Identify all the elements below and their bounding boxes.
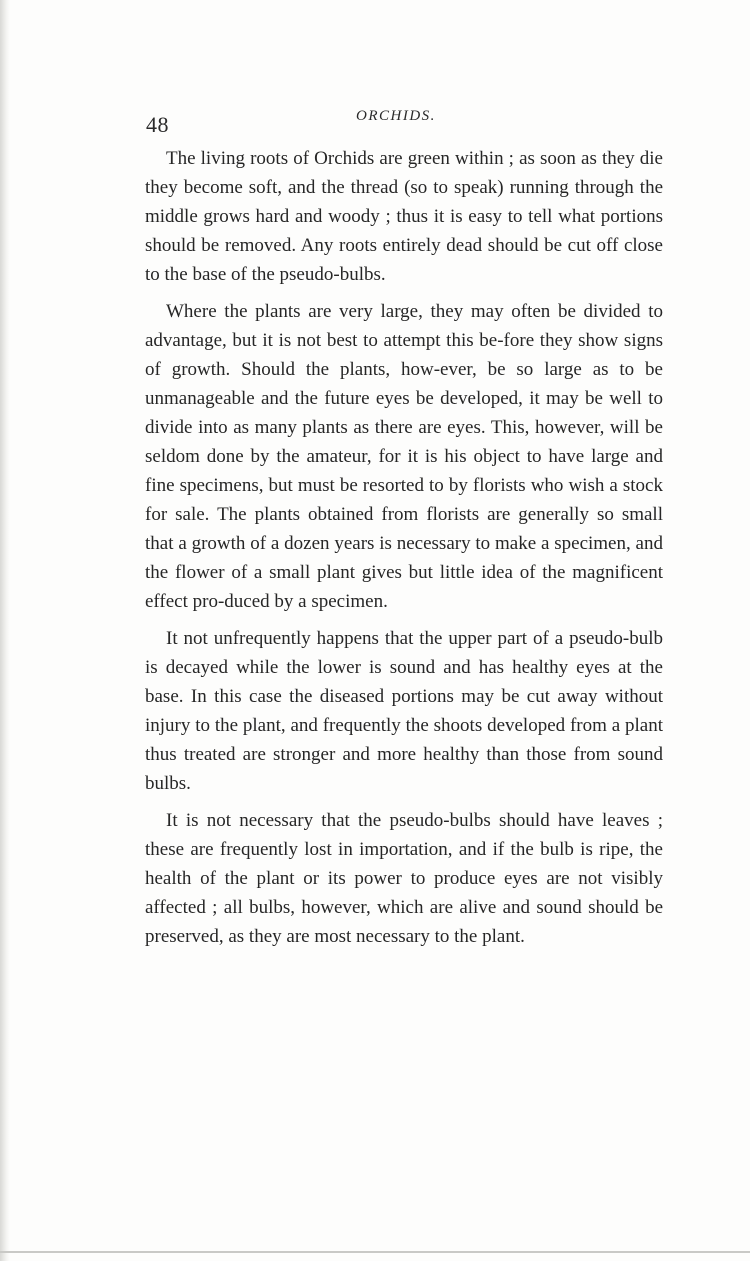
page-number: 48	[146, 112, 169, 137]
body-text	[145, 144, 663, 959]
page-gutter-shadow	[0, 0, 10, 1261]
page-bottom-edge	[0, 1251, 750, 1253]
paragraph: It is not necessary that the pseudo-bulbs should have leaves ; these are frequently lost in importation, and if the bulb is ripe, the health of the plant or its power to produce eyes are not visibly affected ; all bulbs, however, which are alive and sound should be preserved, as they are most necessary to the plant.	[145, 810, 663, 947]
paragraph: It not unfrequently happens that the upper part of a pseudo-bulb is decayed while the lower is sound and has healthy eyes at the base. In this case the diseased portions may be cut away without injury to the plant, and frequently the shoots developed from a plant thus treated are stronger and more healthy than those from sound bulbs.	[145, 628, 663, 794]
paragraph: Where the plants are very large, they may often be divided to advantage, but it is not best to attempt this be-fore they show signs of growth. Should the plants, how-ever, be so large as to be unmanageable and the future eyes be developed, it may be well to divide into as many plants as there are eyes. This, however, will be seldom done by the amateur, for it is his object to have large and fine specimens, but must be resorted to by florists who wish a stock for sale. The plants obtained from florists are generally so small that a growth of a dozen years is necessary to make a specimen, and the flower of a small plant gives but little idea of the magnificent effect pro-duced by a specimen.	[145, 301, 663, 612]
paragraph: The living roots of Orchids are green within ; as soon as they die they become soft, and the thread (so to speak) running through the middle grows hard and woody ; thus it is easy to tell what portions should be removed. Any roots entirely dead should be cut off close to the base of the pseudo-bulbs.	[145, 148, 663, 285]
page-header	[146, 108, 666, 142]
running-head: ORCHIDS.	[356, 108, 436, 124]
